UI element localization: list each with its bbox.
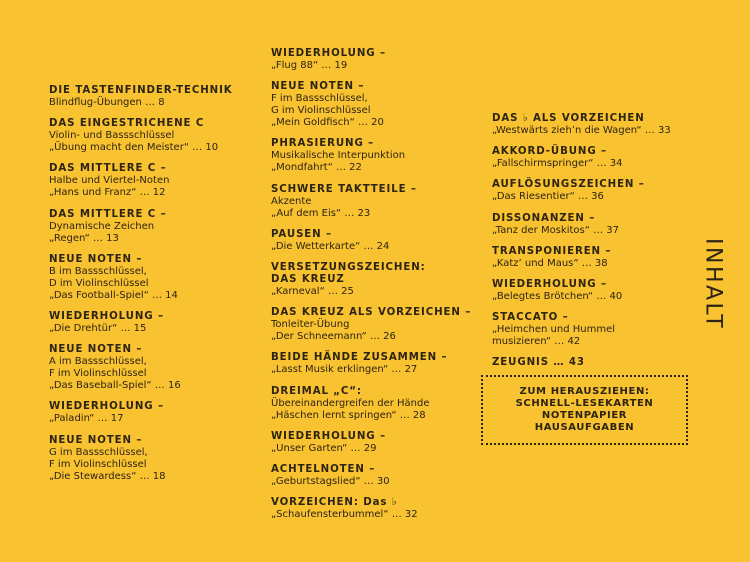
toc-line: „Unser Garten“ … 29 (271, 442, 377, 454)
toc-heading: WIEDERHOLUNG – (271, 48, 386, 59)
toc-entry (49, 163, 264, 199)
toc-line: „Flug 88“ … 19 (271, 60, 348, 71)
toc-heading: NEUE NOTEN – (271, 81, 365, 93)
toc-entry (49, 254, 264, 302)
toc-heading: DAS KREUZ (271, 273, 345, 285)
toc-entry (271, 81, 481, 129)
toc-line: „Belegtes Brötchen“ … 40 (492, 290, 623, 302)
toc-heading: DREIMAL „C“: (271, 385, 362, 397)
toc-heading: VERSETZUNGSZEICHEN: (271, 261, 426, 273)
toc-line: F im Violinschlüssel (49, 458, 147, 470)
toc-line: „Regen“ … 13 (49, 232, 119, 244)
toc-line: „Schaufensterbummel“ … 32 (271, 509, 418, 521)
toc-line: Dynamische Zeichen (49, 220, 155, 232)
toc-line: Tonleiter-Übung (271, 319, 350, 331)
toc-entry (49, 209, 264, 245)
toc-heading: AKKORD-ÜBUNG – (492, 146, 608, 158)
toc-line: „Die Stewardess“ … 18 (49, 470, 166, 482)
toc-heading: STACCATO – (492, 312, 569, 324)
toc-entry (492, 146, 692, 170)
toc-line: „Karneval“ … 25 (271, 285, 354, 297)
toc-entry (492, 246, 692, 270)
toc-heading: WIEDERHOLUNG – (492, 278, 607, 290)
side-title-text: INHALT (700, 237, 726, 331)
toc-line: F im Violinschlüssel (49, 368, 147, 380)
toc-line: „Lasst Musik erklingen“ … 27 (271, 364, 418, 376)
toc-line: „Das Football-Spiel“ … 14 (49, 289, 178, 301)
pullout-box (481, 375, 688, 445)
toc-line: „Die Drehtür“ … 15 (49, 322, 147, 334)
toc-entry (271, 386, 481, 422)
pullout-line: HAUSAUFGABEN (534, 422, 635, 433)
toc-entry (271, 497, 481, 521)
toc-line: F im Bassschlüssel, (271, 93, 368, 105)
toc-entry (49, 311, 264, 335)
toc-line: „Tanz der Moskitos“ … 37 (492, 224, 619, 236)
toc-line: „Das Baseball-Spiel“ … 16 (49, 380, 181, 392)
toc-column-3 (492, 113, 692, 379)
toc-entry (49, 435, 264, 483)
toc-entry (492, 357, 692, 369)
toc-line: „Der Schneemann“ … 26 (271, 331, 396, 343)
side-title (700, 229, 726, 339)
toc-heading: WIEDERHOLUNG – (271, 430, 386, 442)
toc-heading: NEUE NOTEN – (49, 434, 143, 446)
toc-line: Musikalische Interpunktion (271, 150, 406, 162)
toc-entry (492, 312, 692, 348)
toc-entry (271, 431, 481, 455)
toc-heading: PHRASIERUNG – (271, 138, 375, 150)
toc-entry (492, 179, 692, 203)
toc-heading: ACHTELNOTEN – (271, 463, 376, 475)
toc-heading: TRANSPONIEREN – (492, 245, 612, 257)
pullout-line: ZUM HERAUSZIEHEN: (519, 386, 650, 397)
toc-heading: AUFLÖSUNGSZEICHEN – (492, 179, 645, 191)
pullout-line: SCHNELL-LESEKARTEN (515, 398, 654, 409)
toc-line: Übereinandergreifen der Hände (271, 397, 430, 409)
toc-line: „Paladin“ … 17 (49, 413, 124, 425)
toc-entry (271, 138, 481, 174)
toc-line: G im Bassschlüssel, (49, 446, 148, 458)
toc-heading: DISSONANZEN – (492, 212, 596, 224)
toc-entry (49, 344, 264, 392)
toc-entry (492, 113, 692, 137)
toc-line: „Die Wetterkarte“ … 24 (271, 240, 390, 252)
toc-heading: DAS ♭ ALS VORZEICHEN (492, 113, 645, 124)
toc-heading: SCHWERE TAKTTEILE – (271, 183, 417, 195)
toc-line: „Geburtstagslied“ … 30 (271, 475, 390, 487)
toc-entry (271, 307, 481, 343)
toc-line: A im Bassschlüssel, (49, 356, 147, 368)
toc-line: Akzente (271, 195, 312, 207)
toc-line: „Katz’ und Maus“ … 38 (492, 257, 608, 269)
toc-heading: BEIDE HÄNDE ZUSAMMEN – (271, 352, 448, 364)
toc-entry (271, 352, 481, 376)
toc-line: „Mondfahrt“ … 22 (271, 162, 362, 174)
toc-heading: VORZEICHEN: Das ♭ (271, 497, 398, 509)
toc-entry (271, 464, 481, 488)
toc-line: musizieren“ … 42 (492, 336, 581, 348)
toc-entry (271, 229, 481, 253)
toc-entry (271, 184, 481, 220)
toc-line: „Häschen lernt springen“ … 28 (271, 409, 426, 421)
toc-line: „Heimchen und Hummel (492, 324, 615, 336)
toc-line: „Das Riesentier“ … 36 (492, 191, 604, 203)
toc-entry (492, 279, 692, 303)
toc-heading: NEUE NOTEN – (49, 253, 143, 265)
toc-heading: WIEDERHOLUNG – (49, 310, 164, 322)
toc-line: „Auf dem Eis“ … 23 (271, 207, 371, 219)
toc-line: Halbe und Viertel-Noten (49, 175, 170, 187)
toc-heading: ZEUGNIS … 43 (492, 357, 585, 369)
toc-line: D im Violinschlüssel (49, 277, 149, 289)
toc-line: „Übung macht den Meister“ … 10 (49, 142, 219, 154)
toc-entry (271, 262, 481, 298)
toc-line: Blindflug-Übungen … 8 (49, 97, 165, 108)
toc-heading: DAS MITTLERE C – (49, 208, 167, 220)
toc-line: „Westwärts zieh’n die Wagen“ … 33 (492, 125, 671, 136)
toc-line: B im Bassschlüssel, (49, 265, 147, 277)
toc-line: „Hans und Franz“ … 12 (49, 187, 166, 199)
toc-heading: DAS EINGESTRICHENE C (49, 118, 205, 130)
pullout-line: NOTENPAPIER (541, 410, 628, 421)
toc-line: G im Violinschlüssel (271, 105, 371, 117)
toc-heading: DAS KREUZ ALS VORZEICHEN – (271, 307, 472, 319)
toc-line: „Mein Goldfisch“ … 20 (271, 117, 384, 129)
toc-heading: DAS MITTLERE C – (49, 163, 167, 175)
toc-line: „Fallschirmspringer“ … 34 (492, 158, 623, 170)
toc-heading: PAUSEN – (271, 228, 333, 240)
toc-heading: DIE TASTENFINDER-TECHNIK (49, 85, 233, 96)
toc-heading: NEUE NOTEN – (49, 344, 143, 356)
toc-entry (49, 118, 264, 154)
toc-entry (492, 213, 692, 237)
toc-heading: WIEDERHOLUNG – (49, 401, 164, 413)
toc-entry (271, 48, 481, 72)
toc-line: Violin- und Bassschlüssel (49, 130, 175, 142)
toc-entry (49, 85, 264, 109)
toc-entry (49, 401, 264, 425)
toc-column-2 (271, 48, 481, 530)
toc-column-1 (49, 85, 264, 492)
